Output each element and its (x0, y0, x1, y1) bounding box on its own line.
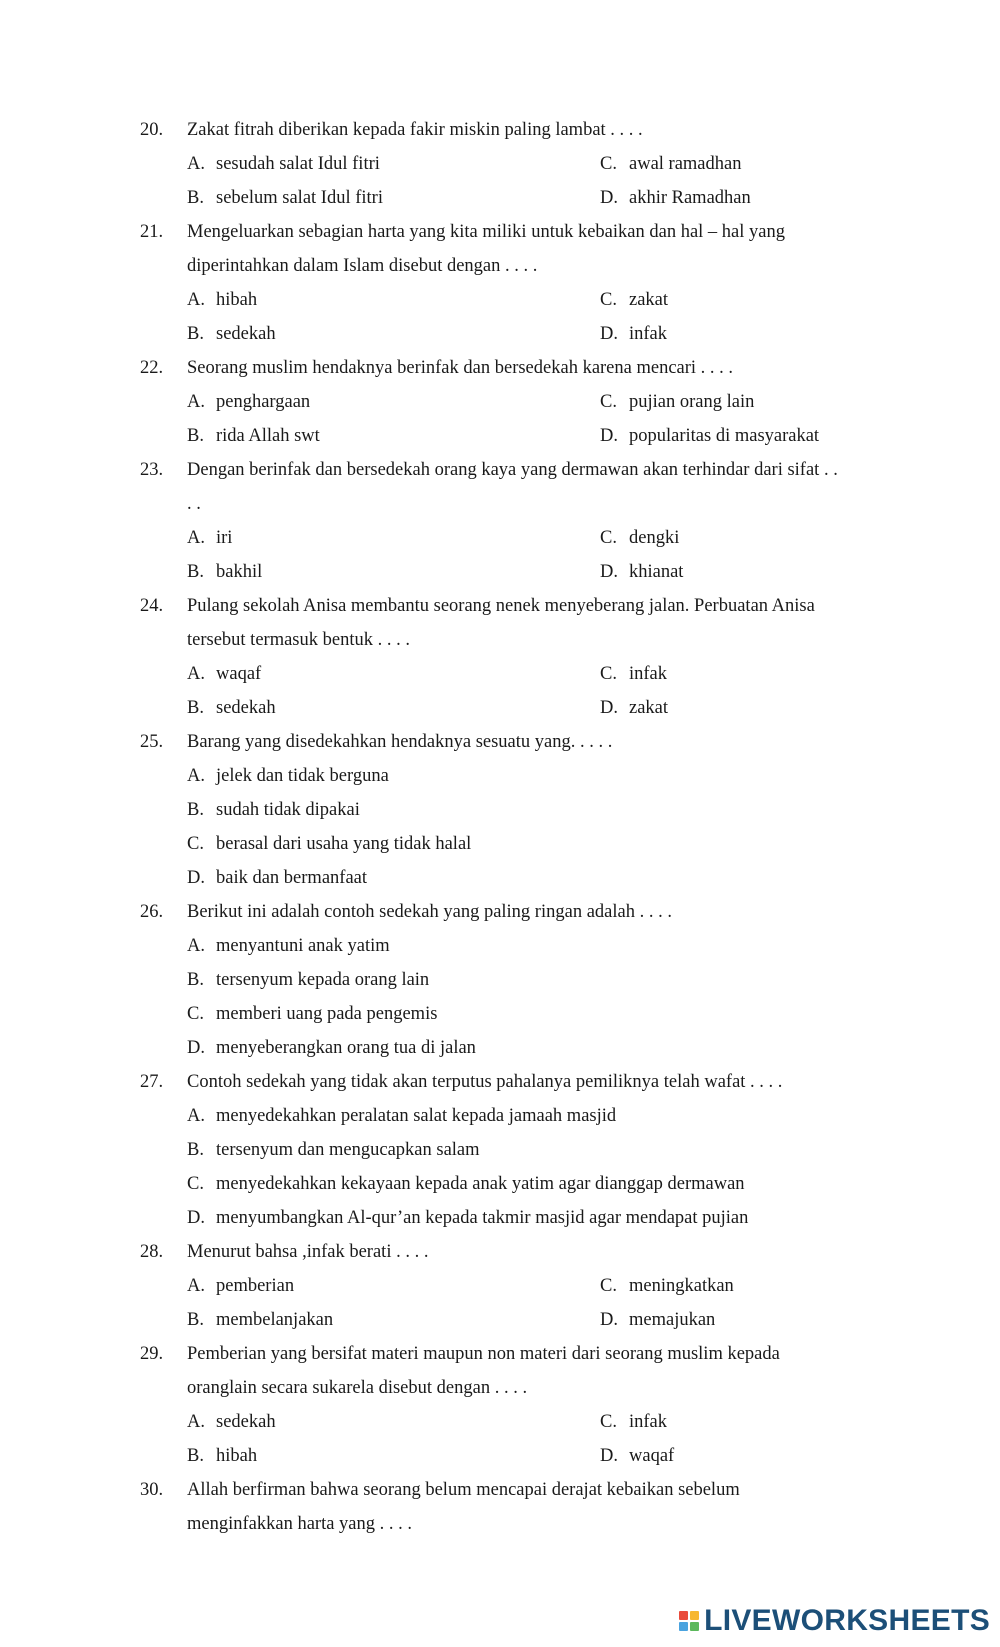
option-a[interactable]: A. menyedekahkan peralatan salat kepada jamaah masjid (187, 1106, 617, 1126)
option-b[interactable]: B. membelanjakan (187, 1310, 334, 1330)
option-a[interactable]: A. penghargaan (187, 392, 311, 412)
logo-square (679, 1622, 688, 1631)
option-d[interactable]: D. akhir Ramadhan (600, 188, 751, 208)
option-c[interactable]: C. pujian orang lain (600, 392, 755, 412)
question-number: 20. (140, 120, 164, 140)
option-b[interactable]: B. sedekah (187, 324, 276, 344)
question-24 (140, 589, 900, 725)
option-b[interactable]: B. bakhil (187, 562, 263, 582)
question-text: Seorang muslim hendaknya berinfak dan bersedekah karena mencari . . . . (187, 358, 734, 378)
question-number: 23. (140, 460, 164, 480)
option-b[interactable]: B. sudah tidak dipakai (187, 800, 360, 820)
question-text-continued: oranglain secara sukarela disebut dengan . . . . (187, 1378, 528, 1398)
option-b[interactable]: B. tersenyum kepada orang lain (187, 970, 430, 990)
option-d[interactable]: D. baik dan bermanfaat (187, 868, 368, 888)
question-text-continued: diperintahkan dalam Islam disebut dengan . . . . (187, 256, 538, 276)
question-text-continued: . . (187, 494, 201, 514)
option-c[interactable]: C. berasal dari usaha yang tidak halal (187, 834, 472, 854)
question-number: 22. (140, 358, 164, 378)
question-text: Allah berfirman bahwa seorang belum mencapai derajat kebaikan sebelum (187, 1480, 740, 1500)
option-c[interactable]: C. infak (600, 664, 668, 684)
option-a[interactable]: A. waqaf (187, 664, 262, 684)
liveworksheets-brand[interactable] (679, 1603, 990, 1639)
option-a[interactable]: A. sesudah salat Idul fitri (187, 154, 380, 174)
option-b[interactable]: B. tersenyum dan mengucapkan salam (187, 1140, 480, 1160)
question-number: 24. (140, 596, 164, 616)
option-d[interactable]: D. menyumbangkan Al-qur’an kepada takmir masjid agar mendapat pujian (187, 1208, 749, 1228)
option-c[interactable]: C. awal ramadhan (600, 154, 742, 174)
option-b[interactable]: B. sedekah (187, 698, 276, 718)
question-text: Contoh sedekah yang tidak akan terputus pahalanya pemiliknya telah wafat . . . . (187, 1072, 783, 1092)
option-c[interactable]: C. meningkatkan (600, 1276, 734, 1296)
option-b[interactable]: B. sebelum salat Idul fitri (187, 188, 383, 208)
option-b[interactable]: B. hibah (187, 1446, 258, 1466)
option-c[interactable]: C. zakat (600, 290, 669, 310)
question-text: Zakat fitrah diberikan kepada fakir miskin paling lambat . . . . (187, 120, 643, 140)
question-25 (140, 725, 900, 895)
question-number: 21. (140, 222, 164, 242)
question-text: Mengeluarkan sebagian harta yang kita miliki untuk kebaikan dan hal – hal yang (187, 222, 785, 242)
option-d[interactable]: D. zakat (600, 698, 669, 718)
option-d[interactable]: D. menyeberangkan orang tua di jalan (187, 1038, 476, 1058)
option-a[interactable]: A. hibah (187, 290, 258, 310)
option-c[interactable]: C. infak (600, 1412, 668, 1432)
option-a[interactable]: A. sedekah (187, 1412, 276, 1432)
question-20 (140, 113, 900, 215)
logo-square (690, 1611, 699, 1620)
option-c[interactable]: C. dengki (600, 528, 680, 548)
question-29 (140, 1337, 900, 1473)
option-d[interactable]: D. popularitas di masyarakat (600, 426, 820, 446)
question-text: Berikut ini adalah contoh sedekah yang paling ringan adalah . . . . (187, 902, 672, 922)
question-26 (140, 895, 900, 1065)
question-text: Barang yang disedekahkan hendaknya sesuatu yang. . . . . (187, 732, 613, 752)
question-number: 26. (140, 902, 164, 922)
question-22 (140, 351, 900, 453)
question-23 (140, 453, 900, 589)
question-text: Dengan berinfak dan bersedekah orang kaya yang dermawan akan terhindar dari sifat . . (187, 460, 838, 480)
option-c[interactable]: C. menyedekahkan kekayaan kepada anak yatim agar dianggap dermawan (187, 1174, 745, 1194)
option-a[interactable]: A. iri (187, 528, 233, 548)
question-number: 29. (140, 1344, 164, 1364)
question-text: Pulang sekolah Anisa membantu seorang nenek menyeberang jalan. Perbuatan Anisa (187, 596, 815, 616)
logo-square (679, 1611, 688, 1620)
option-a[interactable]: A. menyantuni anak yatim (187, 936, 390, 956)
question-text-continued: menginfakkan harta yang . . . . (187, 1514, 413, 1534)
option-b[interactable]: B. rida Allah swt (187, 426, 320, 446)
question-number: 25. (140, 732, 164, 752)
option-a[interactable]: A. jelek dan tidak berguna (187, 766, 389, 786)
question-text: Menurut bahsa ,infak berati . . . . (187, 1242, 429, 1262)
liveworksheets-logo-icon (679, 1611, 699, 1631)
question-27 (140, 1065, 900, 1235)
question-text: Pemberian yang bersifat materi maupun non materi dari seorang muslim kepada (187, 1344, 780, 1364)
option-d[interactable]: D. waqaf (600, 1446, 675, 1466)
option-a[interactable]: A. pemberian (187, 1276, 295, 1296)
option-c[interactable]: C. memberi uang pada pengemis (187, 1004, 438, 1024)
question-number: 30. (140, 1480, 164, 1500)
question-28 (140, 1235, 900, 1337)
logo-square (690, 1622, 699, 1631)
brand-name: LIVEWORKSHEETS (704, 1604, 990, 1637)
question-21 (140, 215, 900, 351)
question-text-continued: tersebut termasuk bentuk . . . . (187, 630, 410, 650)
option-d[interactable]: D. infak (600, 324, 668, 344)
option-d[interactable]: D. khianat (600, 562, 684, 582)
question-30 (140, 1473, 900, 1541)
option-d[interactable]: D. memajukan (600, 1310, 716, 1330)
question-number: 28. (140, 1242, 164, 1262)
question-number: 27. (140, 1072, 164, 1092)
